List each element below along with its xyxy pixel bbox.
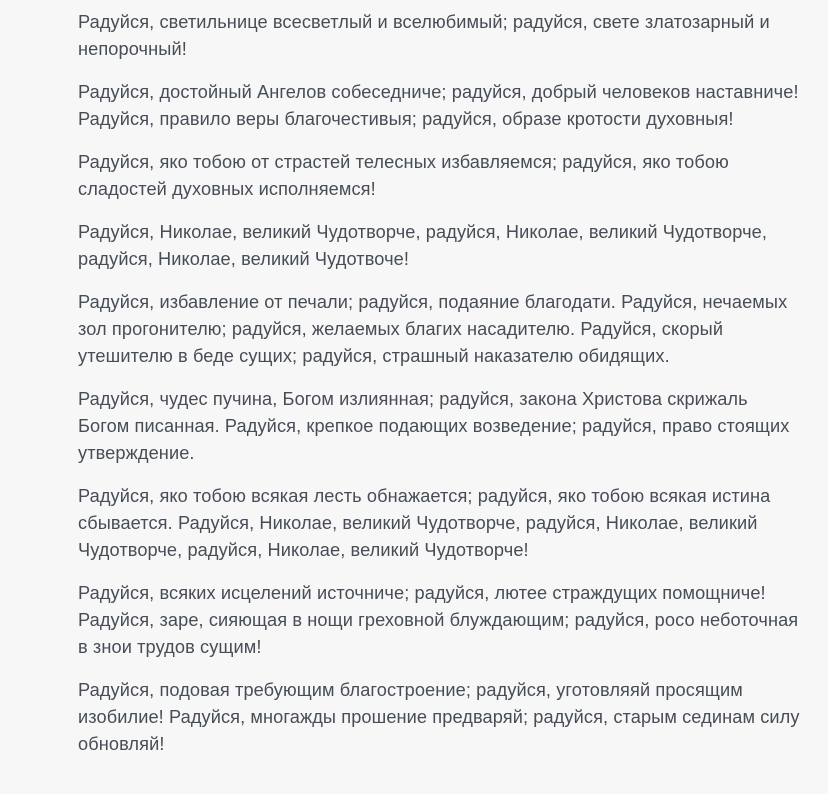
- prayer-text: [78, 9, 802, 774]
- paragraph-1: Радуйся, светильнице всесветлый и вселюбимый; радуйся, свете златозарный и непорочный!: [78, 12, 770, 59]
- paragraph-5: Радуйся, избавление от печали; радуйся, подаяние благодати. Радуйся, нечаемых зол прогонителю; радуйся, желаемых благих насадителю. Радуйся, скорый утешителю в беде сущих; радуйся, страшный наказателю обидящих.: [78, 292, 788, 366]
- paragraph-4: Радуйся, Николае, великий Чудотворче, радуйся, Николае, великий Чудотворче, радуйся, Николае, великий Чудотвоче!: [78, 222, 768, 269]
- paragraph-8: Радуйся, всяких исцелений источниче; радуйся, лютее страждущих помощниче! Радуйся, заре, сияющая в нощи греховной блуждающим; радуйся, росо неботочная в знои трудов сущим!: [78, 583, 799, 657]
- paragraph-3: Радуйся, яко тобою от страстей телесных избавляемся; радуйся, яко тобою сладостей духовных исполняемся!: [78, 152, 729, 199]
- paragraph-6: Радуйся, чудес пучина, Богом излиянная; радуйся, закона Христова скрижаль Богом писанная. Радуйся, крепкое подающих возведение; радуйся, право стоящих утверждение.: [78, 389, 790, 463]
- paragraph-2: Радуйся, достойный Ангелов собеседниче; радуйся, добрый человеков наставниче! Радуйся, правило веры благочестивыя; радуйся, образе кротости духовныя!: [78, 82, 799, 129]
- paragraph-9: Радуйся, подовая требующим благостроение; радуйся, уготовляяй просящим изобилие! Радуйся, многажды прошение предваряй; радуйся, старым сединам силу обновляй!: [78, 680, 800, 754]
- paragraph-7: Радуйся, яко тобою всякая лесть обнажается; радуйся, яко тобою всякая истина сбывается. Радуйся, Николае, великий Чудотворче, радуйся, Николае, великий Чудотворче, радуйся, Николае, великий Чудотворче!: [78, 486, 771, 560]
